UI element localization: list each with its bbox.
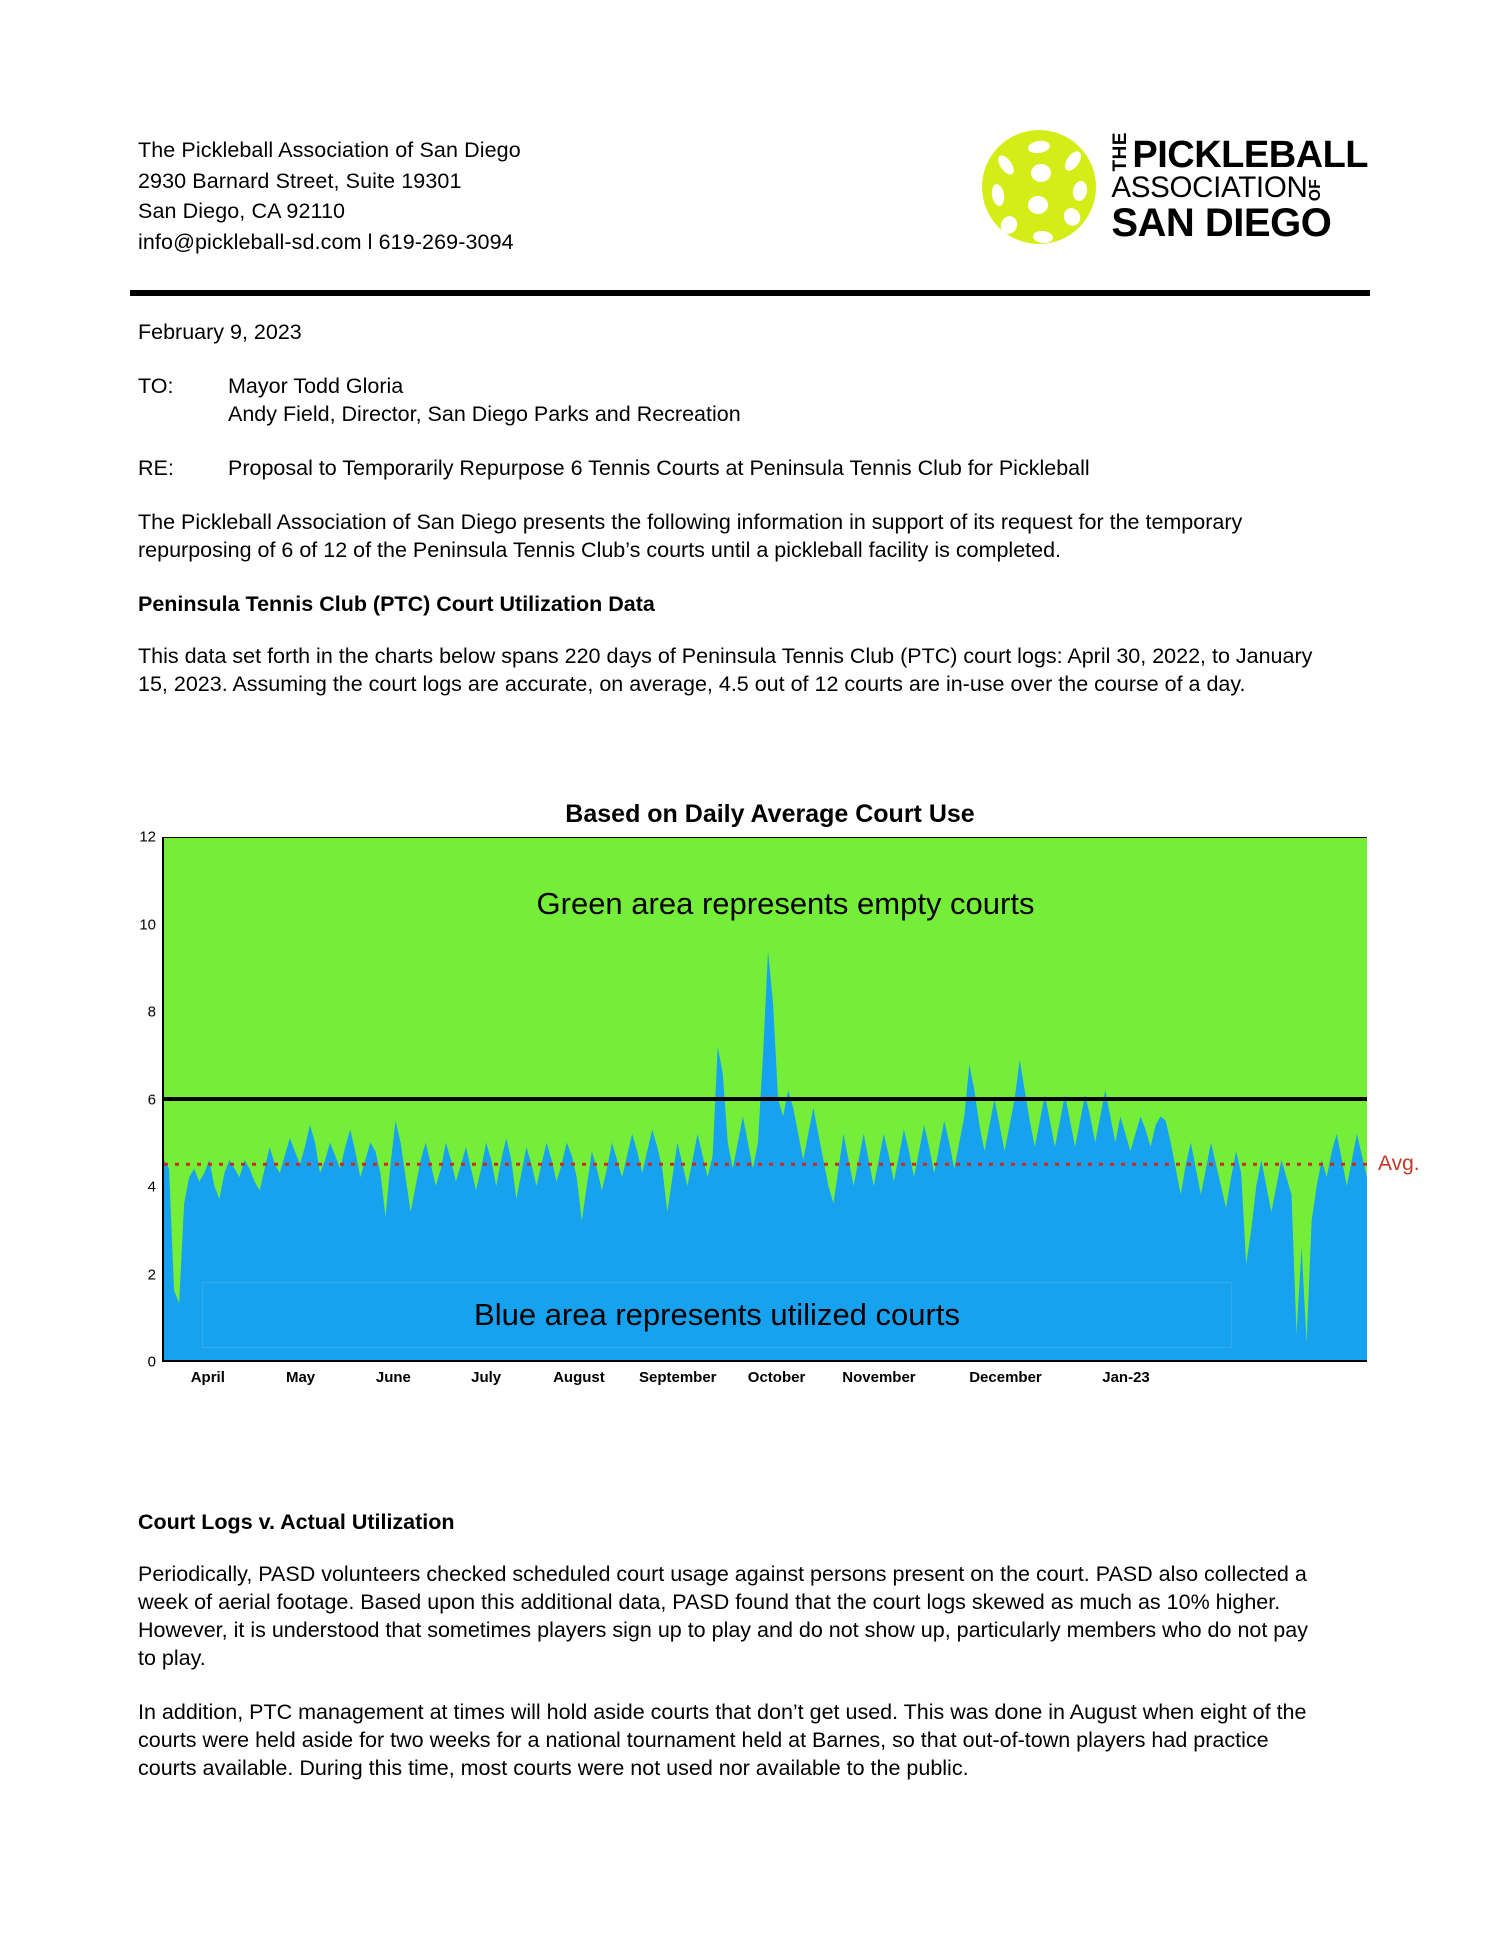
logo-pickleball: PICKLEBALL [1132,133,1368,176]
org-contact: info@pickleball-sd.com l 619-269-3094 [138,229,514,254]
x-axis-tick: Jan-23 [1102,1369,1150,1386]
x-axis-tick: April [190,1369,225,1386]
to-recipient: Andy Field, Director, San Diego Parks and Recreation [228,402,741,426]
re-block [138,454,1313,482]
logo-san-diego: SAN DIEGO [1111,201,1332,245]
letter-body [138,318,1313,698]
y-axis-tick: 12 [139,828,156,846]
to-recipients [228,372,1313,428]
y-axis-tick: 4 [147,1178,156,1196]
pickleball-icon [981,129,1097,245]
header-divider [130,290,1370,296]
org-name: The Pickleball Association of San Diego [138,138,521,162]
section-heading-court-logs: Court Logs v. Actual Utilization [138,1510,455,1534]
x-axis-tick: October [747,1369,806,1386]
org-street: 2930 Barnard Street, Suite 19301 [138,168,462,193]
chart-canvas [162,837,1367,1362]
chart-plot-area [139,828,1420,1392]
y-axis-tick: 0 [147,1353,156,1371]
letter-date: February 9, 2023 [138,320,302,344]
to-recipient: Mayor Todd Gloria [228,374,404,398]
logo-association: ASSOCIATION [1111,170,1308,204]
letter-body-lower [138,1508,1328,1808]
organization-address [138,135,521,257]
y-axis-tick: 6 [147,1091,156,1108]
x-axis [162,1369,1367,1399]
x-axis-tick: December [969,1369,1042,1386]
avg-line-label: Avg. [1378,1152,1420,1176]
lower-paragraph-1: Periodically, PASD volunteers checked scheduled court usage against persons present on the court. PASD also collected a week of aerial footage. Based upon this additional data, PASD found that the court logs skewed as much as 10% higher. However, it is understood that sometimes players sign up to play and do not show up, particularly members who do not pay to play. [138,1562,1308,1670]
x-axis-tick: August [553,1369,605,1386]
to-label: TO: [138,374,174,398]
data-paragraph: This data set forth in the charts below spans 220 days of Peninsula Tennis Club (PTC) court logs: April 30, 2022, to January 15, 2023. Assuming the court logs are accurate, on average, 4.5 out of 12 courts are in-use over the course of a day. [138,644,1313,696]
intro-paragraph: The Pickleball Association of San Diego presents the following information in support of its request for the temporary repurposing of 6 of 12 of the Peninsula Tennis Club’s courts until a pickleball facility is completed. [138,510,1243,562]
green-area-annotation: Green area represents empty courts [536,886,1035,921]
x-axis-tick: September [638,1369,717,1386]
x-axis-tick: June [375,1369,411,1386]
y-axis-tick: 2 [147,1266,156,1283]
letterhead [138,132,1368,257]
logo-the: THE [1110,132,1132,172]
court-use-chart [110,800,1420,1440]
y-axis-tick: 10 [139,916,156,933]
org-city-state-zip: San Diego, CA 92110 [138,199,346,223]
lower-paragraph-2: In addition, PTC management at times will hold aside courts that don’t get used. This was done in August when eight of the courts were held aside for two weeks for a national tournament held at Barnes, so that out-of-town players had practice courts available. During this time, most courts were not used nor available to the public. [138,1700,1307,1780]
x-axis-tick: July [471,1369,502,1386]
x-axis-tick: May [285,1369,316,1386]
re-subject: Proposal to Temporarily Repurpose 6 Tennis Courts at Peninsula Tennis Club for Pickleball [228,456,1090,480]
section-heading-utilization: Peninsula Tennis Club (PTC) Court Utilization Data [138,592,655,616]
to-block [138,372,1313,428]
y-axis-tick: 8 [147,1003,156,1021]
re-label: RE: [138,456,174,480]
x-axis-tick: November [842,1369,916,1386]
blue-area-annotation: Blue area represents utilized courts [202,1282,1232,1348]
organization-logo [981,129,1368,245]
y-axis [110,828,156,1371]
chart-title: Based on Daily Average Court Use [565,800,975,828]
logo-wordmark [1110,132,1368,245]
logo-of: OF [1307,178,1325,201]
